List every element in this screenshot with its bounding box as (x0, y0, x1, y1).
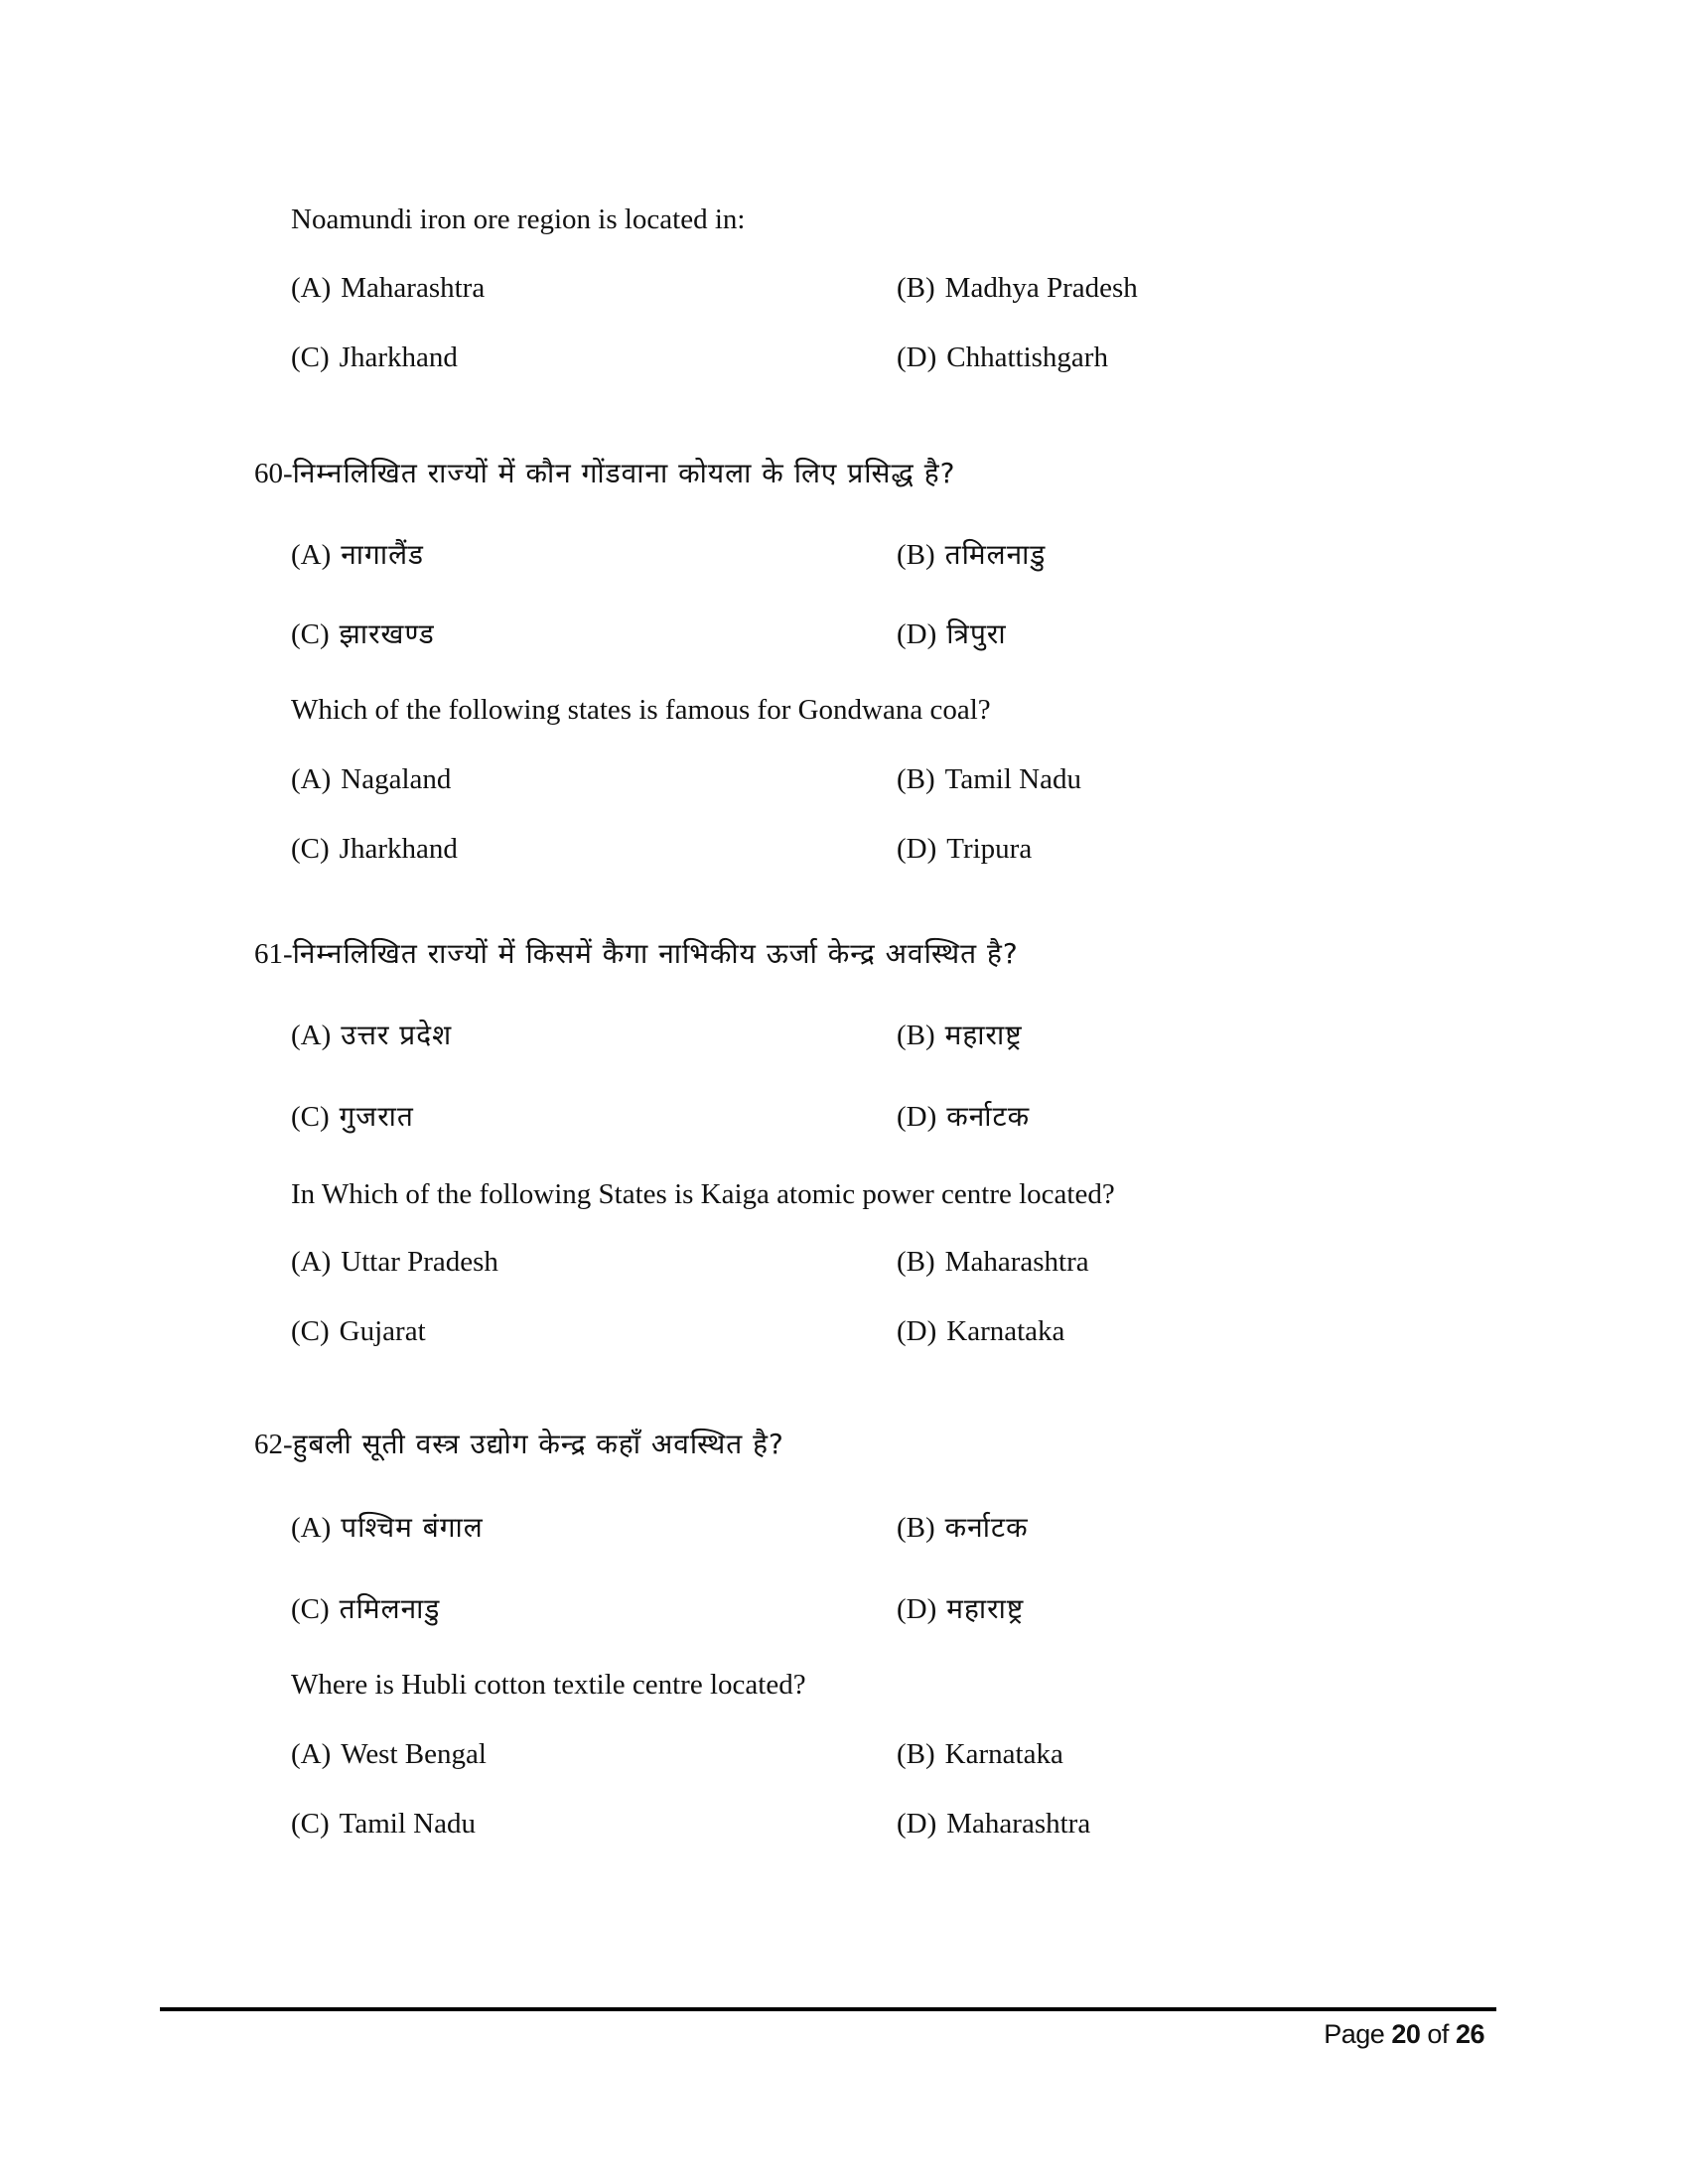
option-label: (C) (291, 1315, 330, 1347)
question-60-english-text: Which of the following states is famous for Gondwana coal? (291, 694, 991, 726)
q61-option-a (291, 1245, 498, 1279)
q61-hindi-option-a (291, 1019, 452, 1052)
option-label: (C) (291, 618, 330, 650)
question-number: 62- (254, 1429, 293, 1460)
option-text: कर्नाटक (944, 1511, 1029, 1544)
option-label: (B) (897, 272, 935, 304)
option-label: (B) (897, 539, 935, 571)
q61-option-d (897, 1314, 1064, 1348)
option-label: (C) (291, 1593, 330, 1625)
q62-hindi-option-c (291, 1592, 440, 1626)
q61-option-b (897, 1245, 1089, 1279)
option-label: (D) (897, 1808, 937, 1840)
q61-hindi-option-b (897, 1019, 1023, 1052)
q59-option-a (291, 271, 485, 305)
q60-option-a (291, 762, 451, 796)
question-number: 60- (254, 458, 293, 489)
option-text: गुजरात (339, 1100, 414, 1133)
q62-option-b (897, 1737, 1063, 1771)
q62-option-c (291, 1807, 476, 1841)
option-label: (D) (897, 1315, 937, 1347)
option-text: Maharashtra (946, 1808, 1091, 1840)
option-text: West Bengal (341, 1738, 487, 1770)
option-text: Jharkhand (339, 833, 458, 865)
option-label: (A) (291, 1512, 332, 1544)
question-hindi-text: निम्नलिखित राज्यों में कौन गोंडवाना कोयला के लिए प्रसिद्ध है? (292, 457, 956, 489)
option-label: (D) (897, 618, 937, 650)
current-page: 20 (1391, 2019, 1421, 2049)
q60-option-d (897, 832, 1032, 866)
option-label: (B) (897, 1738, 935, 1770)
option-label: (D) (897, 341, 937, 373)
q62-hindi-option-d (897, 1592, 1024, 1626)
option-text: उत्तर प्रदेश (341, 1019, 453, 1051)
question-hindi-text: निम्नलिखित राज्यों में किसमें कैगा नाभिकीय ऊर्जा केन्द्र अवस्थित है? (292, 937, 1019, 970)
option-text: Gujarat (339, 1315, 426, 1347)
q62-option-d (897, 1807, 1090, 1841)
option-label: (C) (291, 341, 330, 373)
page-number (1324, 2019, 1484, 2050)
option-label: (D) (897, 833, 937, 865)
option-label: (D) (897, 1593, 937, 1625)
q60-hindi-option-c (291, 617, 435, 651)
option-text: Tamil Nadu (339, 1808, 476, 1840)
total-pages: 26 (1455, 2019, 1484, 2049)
question-61-english-text: In Which of the following States is Kaiga atomic power centre located? (291, 1178, 1115, 1210)
q61-hindi-option-d (897, 1100, 1030, 1134)
q60-option-b (897, 762, 1081, 796)
question-62-hindi (254, 1428, 784, 1461)
question-62-english-text: Where is Hubli cotton textile centre located? (291, 1669, 806, 1701)
footer-divider (160, 2007, 1496, 2011)
option-label: (C) (291, 1808, 330, 1840)
option-text: महाराष्ट्र (944, 1019, 1023, 1051)
option-label: (B) (897, 763, 935, 795)
option-label: (B) (897, 1512, 935, 1544)
option-text: त्रिपुरा (946, 617, 1007, 650)
option-text: तमिलनाडु (944, 538, 1047, 571)
option-text: Maharashtra (341, 272, 486, 304)
q60-hindi-option-a (291, 538, 424, 572)
q62-hindi-option-b (897, 1511, 1029, 1545)
page-word: Page (1324, 2019, 1385, 2049)
option-label: (A) (291, 1246, 332, 1278)
question-60-hindi (254, 457, 955, 490)
option-text: Jharkhand (339, 341, 458, 373)
q61-hindi-option-c (291, 1100, 414, 1134)
option-text: तमिलनाडु (339, 1592, 441, 1625)
option-text: नागालैंड (341, 538, 425, 571)
q60-option-c (291, 832, 458, 866)
option-label: (A) (291, 272, 332, 304)
option-label: (A) (291, 1020, 332, 1051)
q60-hindi-option-d (897, 617, 1007, 651)
question-61-hindi (254, 937, 1019, 971)
option-label: (B) (897, 1246, 935, 1278)
option-text: कर्नाटक (946, 1100, 1031, 1133)
q59-option-c (291, 341, 458, 374)
option-text: Tamil Nadu (944, 763, 1081, 795)
option-label: (D) (897, 1101, 937, 1133)
option-text: Nagaland (341, 763, 452, 795)
q62-hindi-option-a (291, 1511, 484, 1545)
option-label: (B) (897, 1020, 935, 1051)
option-text: पश्चिम बंगाल (341, 1511, 484, 1544)
q62-option-a (291, 1737, 487, 1771)
option-label: (C) (291, 1101, 330, 1133)
option-text: Karnataka (944, 1738, 1063, 1770)
option-text: Chhattishgarh (946, 341, 1108, 373)
question-59-english-text: Noamundi iron ore region is located in: (291, 204, 746, 235)
question-hindi-text: हुबली सूती वस्त्र उद्योग केन्द्र कहाँ अवस्थित है? (292, 1428, 784, 1460)
q61-option-c (291, 1314, 426, 1348)
q60-hindi-option-b (897, 538, 1046, 572)
option-text: Uttar Pradesh (341, 1246, 498, 1278)
option-text: झारखण्ड (339, 617, 435, 650)
option-text: Maharashtra (944, 1246, 1089, 1278)
option-label: (A) (291, 1738, 332, 1770)
option-text: महाराष्ट्र (946, 1592, 1025, 1625)
option-text: Madhya Pradesh (944, 272, 1138, 304)
q59-option-b (897, 271, 1138, 305)
of-word: of (1427, 2019, 1449, 2049)
option-label: (A) (291, 763, 332, 795)
q59-option-d (897, 341, 1108, 374)
option-text: Karnataka (946, 1315, 1065, 1347)
question-number: 61- (254, 938, 293, 970)
option-label: (C) (291, 833, 330, 865)
option-text: Tripura (946, 833, 1033, 865)
option-label: (A) (291, 539, 332, 571)
